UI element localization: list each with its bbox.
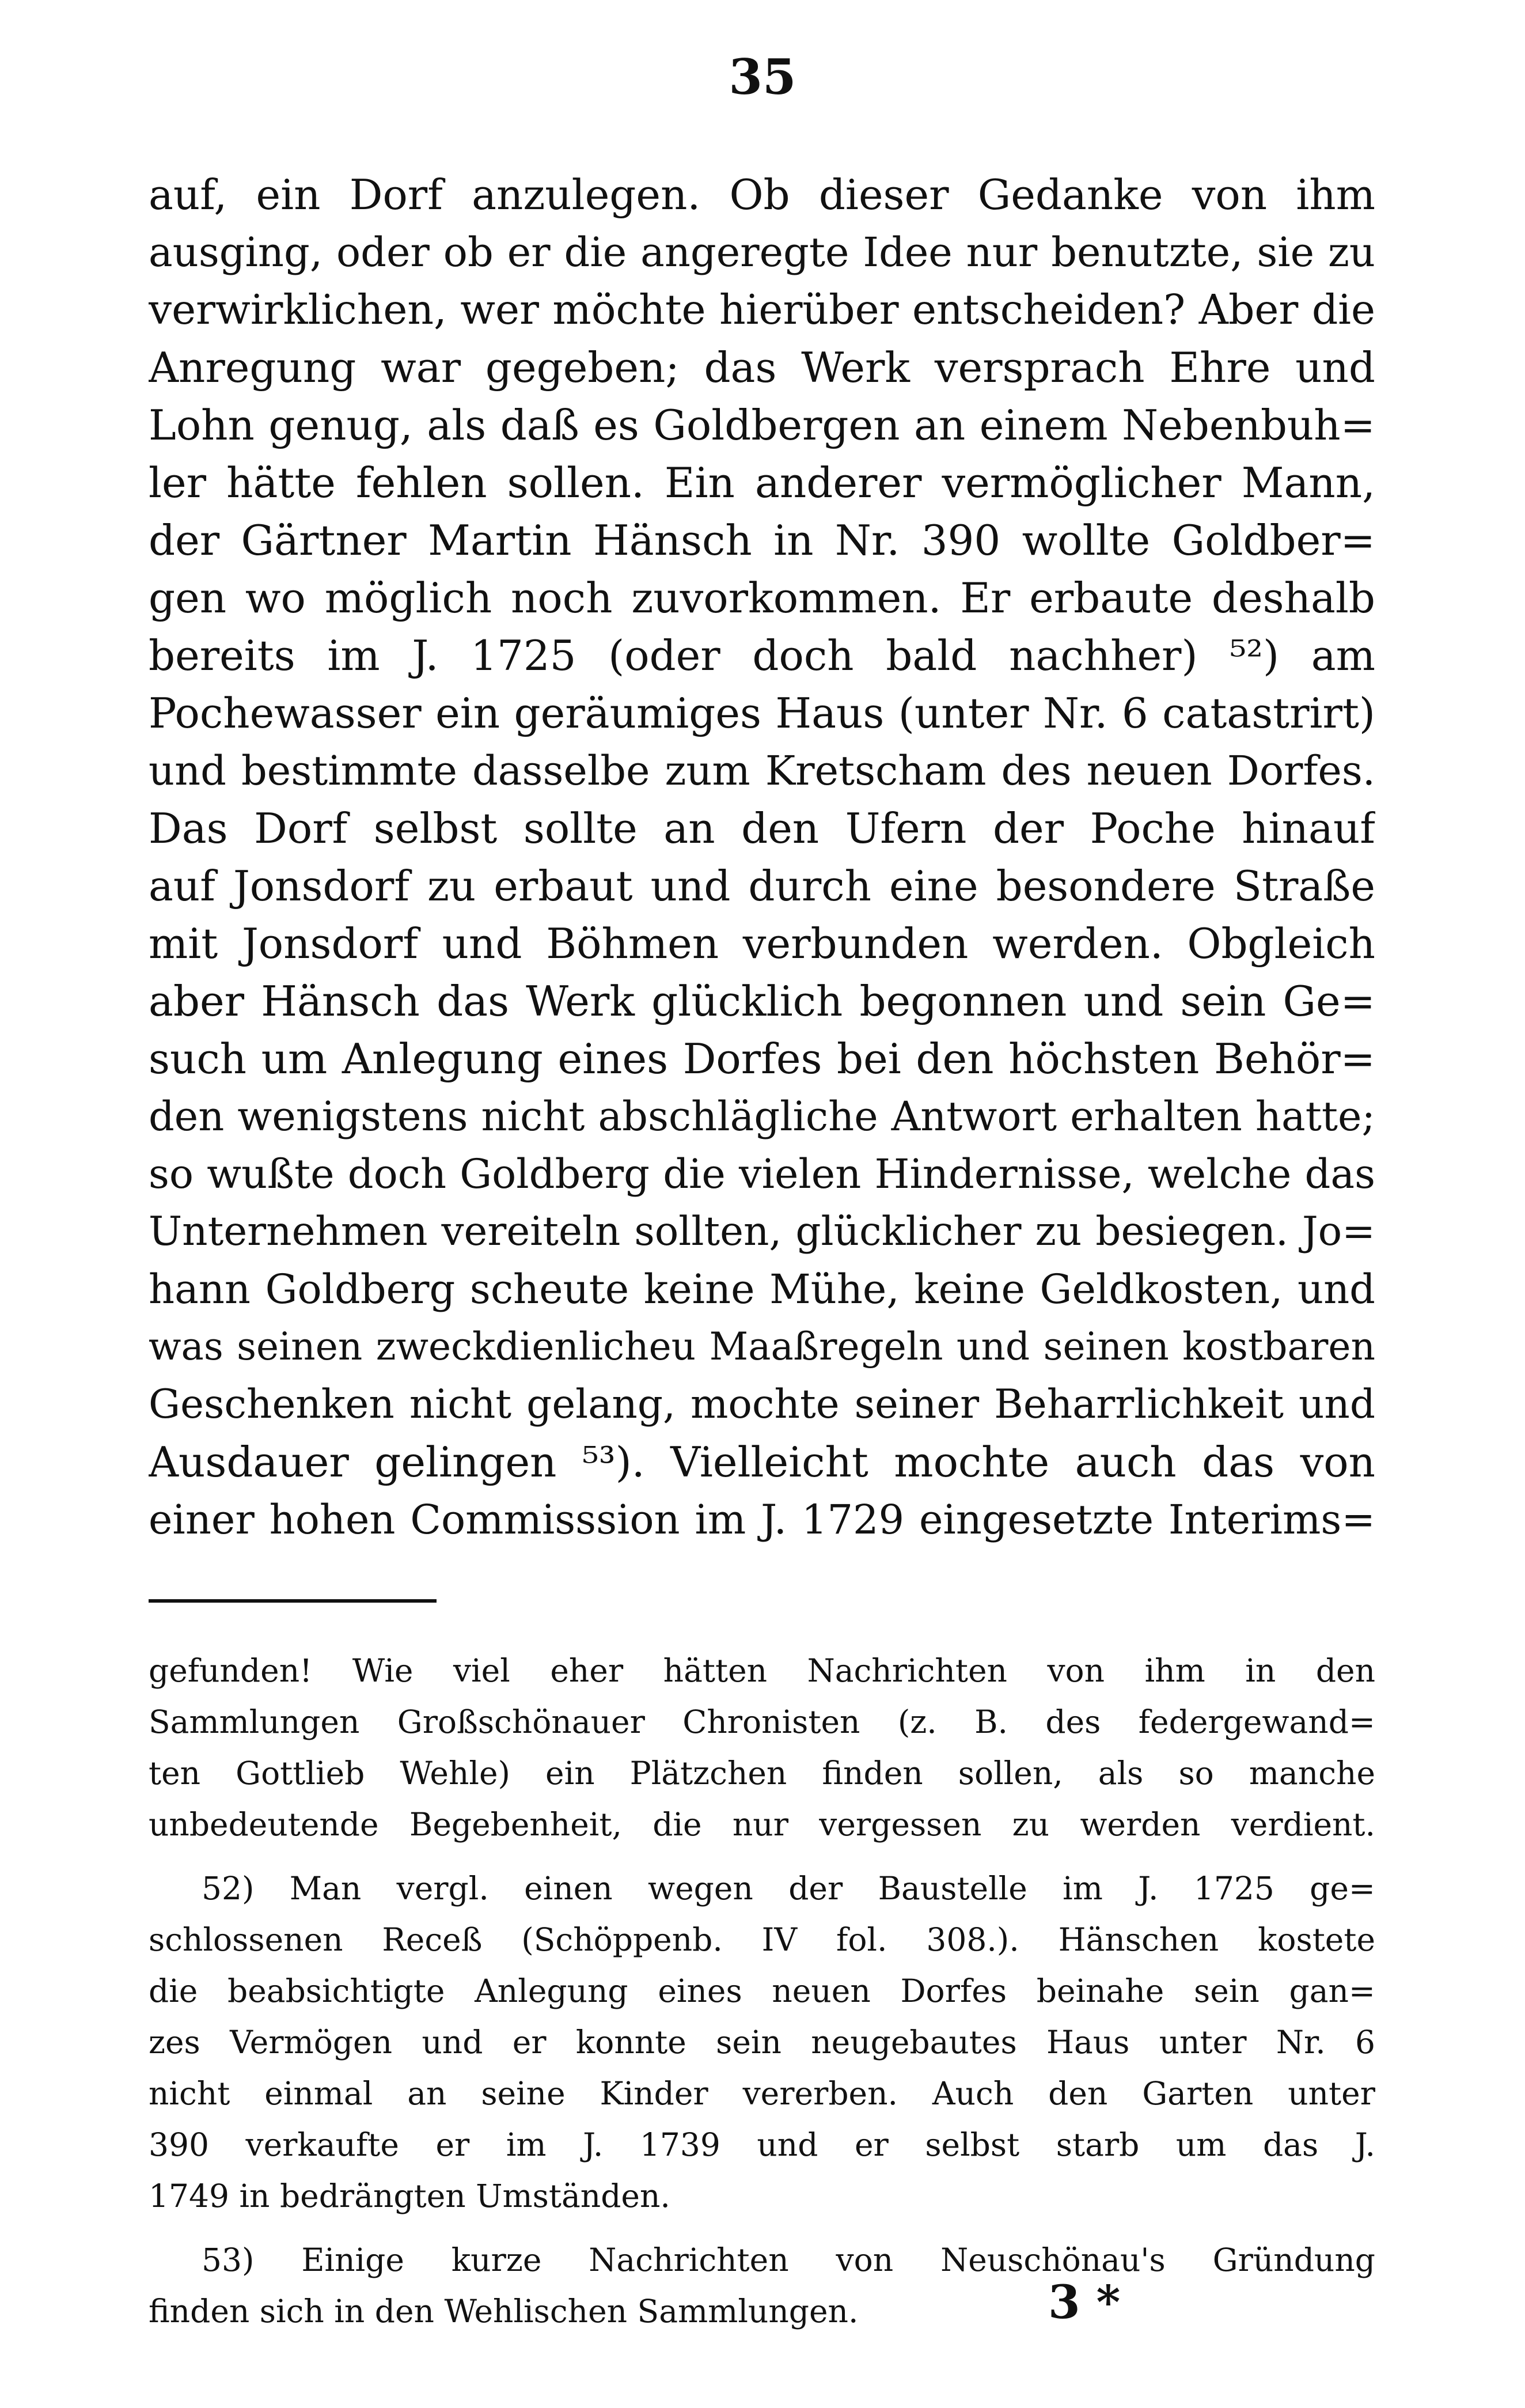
- footnote-line: schlossenen Receß (Schöppenb. IV fol. 308.). Hänschen kostete: [149, 1921, 1375, 1958]
- text-line: was seinen zweckdienlicheu Maaßregeln und seinen kostbaren: [149, 1324, 1375, 1369]
- footnote-line: die beabsichtigte Anlegung eines neuen Dorfes beinahe sein gan=: [149, 1972, 1375, 2009]
- page-number: 35: [729, 48, 796, 105]
- footnote-line: nicht einmal an seine Kinder vererben. Auch den Garten unter: [149, 2075, 1375, 2112]
- footnote-line: Sammlungen Großschönauer Chronisten (z. B. des federgewand=: [149, 1703, 1375, 1740]
- text-line: und bestimmte dasselbe zum Kretscham des neuen Dorfes.: [149, 747, 1375, 794]
- text-line: gen wo möglich noch zuvorkommen. Er erbaute deshalb: [149, 574, 1375, 622]
- text-line: hann Goldberg scheute keine Mühe, keine Geldkosten, und: [149, 1266, 1375, 1313]
- footnote-line: 53) Einige kurze Nachrichten von Neuschönau's Gründung: [202, 2242, 1375, 2278]
- text-line: Pochewasser ein geräumiges Haus (unter Nr. 6 catastrirt): [149, 689, 1375, 737]
- footnote-line: 52) Man vergl. einen wegen der Baustelle im J. 1725 ge=: [202, 1870, 1375, 1907]
- footnote-line: zes Vermögen und er konnte sein neugebautes Haus unter Nr. 6: [149, 2024, 1375, 2061]
- text-line: Ausdauer gelingen ⁵³). Vielleicht mochte auch das von: [149, 1438, 1375, 1486]
- footnote-line: finden sich in den Wehlischen Sammlungen.: [149, 2293, 859, 2330]
- text-line: Geschenken nicht gelang, mochte seiner Beharrlichkeit und: [149, 1381, 1375, 1428]
- footnote-line: ten Gottlieb Wehle) ein Plätzchen finden sollen, als so manche: [149, 1755, 1375, 1792]
- text-line: so wußte doch Goldberg die vielen Hindernisse, welche das: [149, 1150, 1375, 1198]
- footnote-line: 1749 in bedrängten Umständen.: [149, 2178, 670, 2214]
- text-line: such um Anlegung eines Dorfes bei den höchsten Behör=: [149, 1035, 1375, 1083]
- main-text: [149, 166, 1375, 1548]
- footnotes: [149, 1645, 1375, 2337]
- text-line: Lohn genug, als daß es Goldbergen an einem Nebenbuh=: [149, 401, 1375, 449]
- text-line: aber Hänsch das Werk glücklich begonnen und sein Ge=: [149, 977, 1375, 1025]
- text-line: auf, ein Dorf anzulegen. Ob dieser Gedanke von ihm: [149, 171, 1375, 219]
- footnote-52: [149, 1863, 1375, 2222]
- footnote-continuation: [149, 1645, 1375, 1850]
- footnote-line: gefunden! Wie viel eher hätten Nachrichten von ihm in den: [149, 1652, 1375, 1689]
- text-line: der Gärtner Martin Hänsch in Nr. 390 wollte Goldber=: [149, 516, 1375, 565]
- text-line: Das Dorf selbst sollte an den Ufern der Poche hinauf: [149, 804, 1375, 853]
- text-line: verwirklichen, wer möchte hierüber entscheiden? Aber die: [149, 286, 1375, 334]
- footnote-line: 390 verkaufte er im J. 1739 und er selbst starb um das J.: [149, 2126, 1375, 2163]
- text-line: den wenigstens nicht abschlägliche Antwort erhalten hatte;: [149, 1093, 1375, 1140]
- text-line: ausging, oder ob er die angeregte Idee nur benutzte, sie zu: [149, 229, 1375, 276]
- footnote-53: [149, 2235, 1375, 2337]
- signature-mark: 3 *: [1048, 2275, 1121, 2329]
- text-line: auf Jonsdorf zu erbaut und durch eine besondere Straße: [149, 862, 1375, 910]
- text-line: Anregung war gegeben; das Werk versprach Ehre und: [149, 343, 1375, 392]
- text-line: einer hohen Commisssion im J. 1729 eingesetzte Interims=: [149, 1496, 1375, 1543]
- footnote-line: unbedeutende Begebenheit, die nur vergessen zu werden verdient.: [149, 1806, 1375, 1843]
- text-line: ler hätte fehlen sollen. Ein anderer vermöglicher Mann,: [149, 459, 1375, 507]
- text-line: bereits im J. 1725 (oder doch bald nachher) ⁵²) am: [149, 631, 1375, 680]
- text-line: Unternehmen vereiteln sollten, glücklicher zu besiegen. Jo=: [149, 1209, 1375, 1255]
- footnote-separator: [149, 1599, 437, 1603]
- text-line: mit Jonsdorf und Böhmen verbunden werden. Obgleich: [149, 919, 1375, 968]
